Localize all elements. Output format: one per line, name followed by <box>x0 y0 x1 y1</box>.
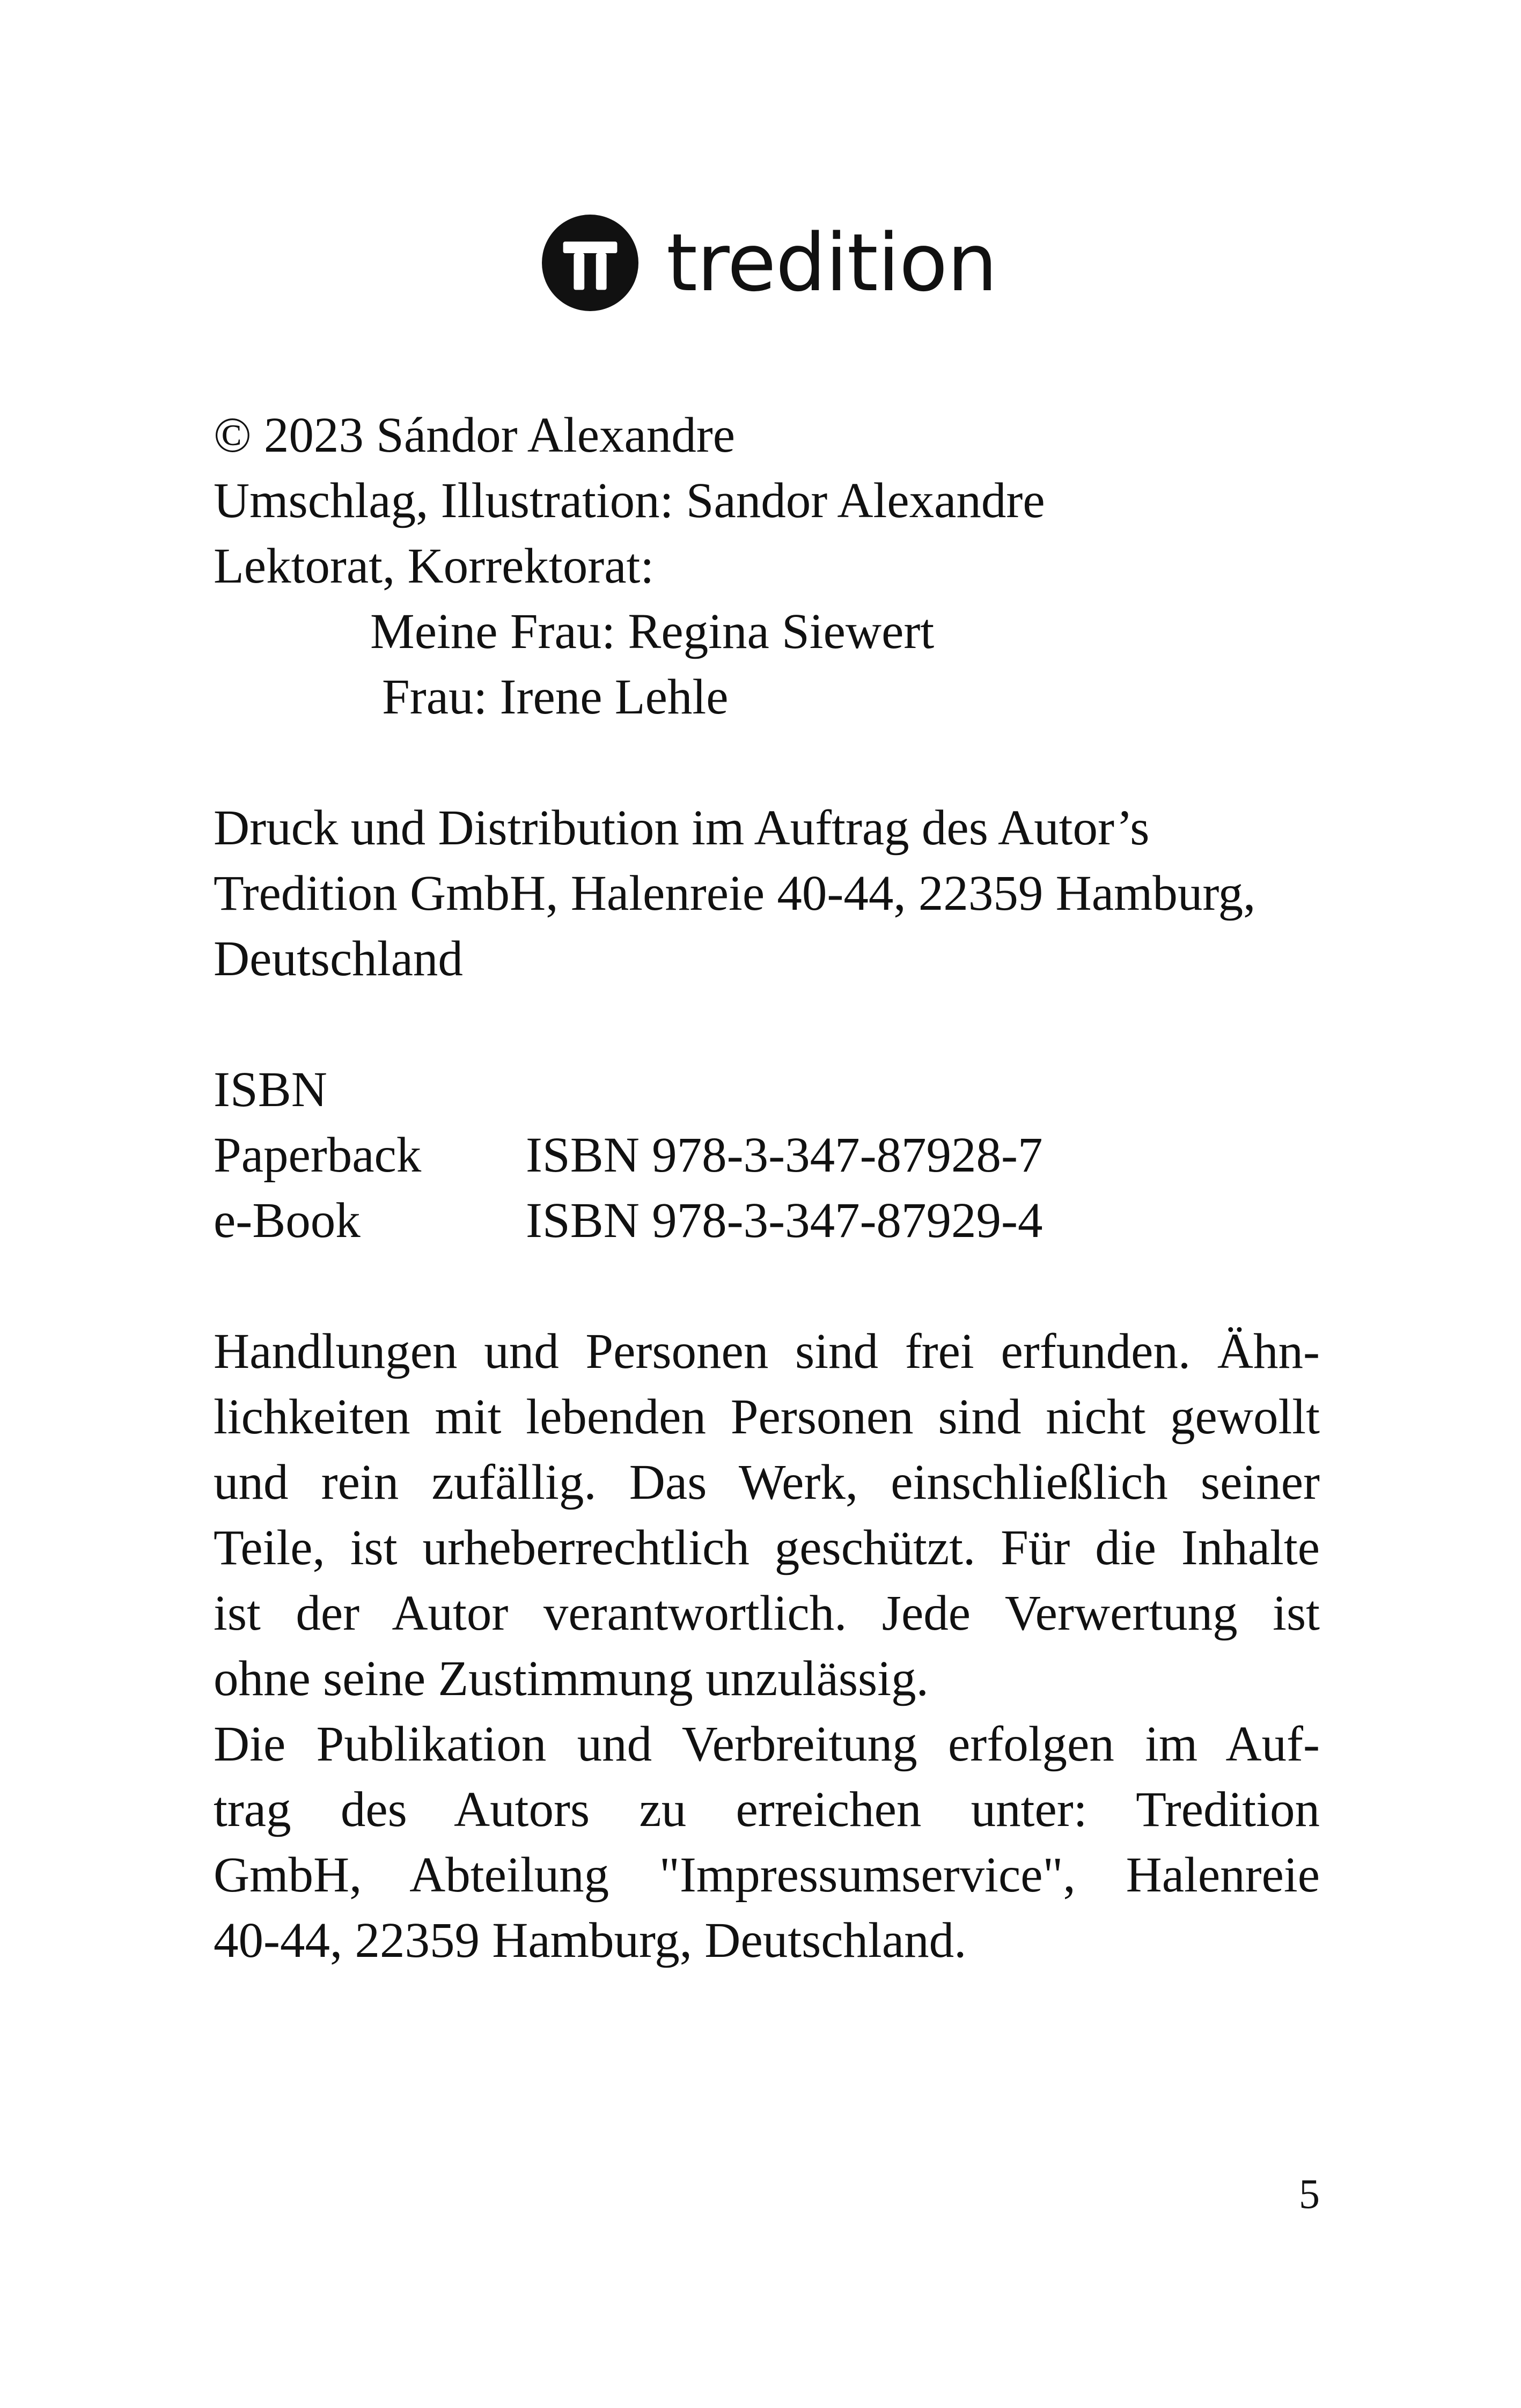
cover-credit-line: Umschlag, Illustration: Sandor Alexandre <box>214 473 1045 528</box>
disclaimer-line: lichkeiten mit lebenden Personen sind nicht gewollt <box>214 1389 1320 1445</box>
disclaimer-line: Teile, ist urheberrechtlich geschützt. Für die Inhalte <box>214 1520 1320 1575</box>
copyright-line: © 2023 Sándor Alexandre <box>214 408 736 463</box>
disclaimer-line: Handlungen und Personen sind frei erfunden. Ähn- <box>214 1324 1320 1379</box>
distribution-line-3: Deutschland <box>214 931 463 986</box>
publication-line: GmbH, Abteilung "Impressumservice", Halenreie <box>214 1847 1320 1903</box>
tredition-t-logo-icon <box>542 215 638 311</box>
isbn-format-paperback: Paperback <box>214 1128 422 1183</box>
publisher-logo <box>542 215 997 311</box>
page-number: 5 <box>1299 2170 1320 2217</box>
logo-wordmark: tredition <box>666 217 997 309</box>
publication-line: Die Publikation und Verbreitung erfolgen im Auf- <box>214 1717 1320 1772</box>
distribution-line-1: Druck und Distribution im Auftrag des Autor’s <box>214 800 1150 856</box>
editor-name-2: Frau: Irene Lehle <box>382 669 729 725</box>
editor-name-1: Meine Frau: Regina Siewert <box>370 604 935 659</box>
isbn-format-ebook: e-Book <box>214 1193 361 1248</box>
disclaimer-paragraph <box>214 1319 1320 1973</box>
disclaimer-line: ist der Autor verantwortlich. Jede Verwertung ist <box>214 1586 1320 1641</box>
editing-label: Lektorat, Korrektorat: <box>214 539 655 594</box>
distribution-line-2: Tredition GmbH, Halenreie 40-44, 22359 Hamburg, <box>214 866 1256 921</box>
disclaimer-line: und rein zufällig. Das Werk, einschließlich seiner <box>214 1455 1320 1510</box>
isbn-heading: ISBN <box>214 1062 327 1117</box>
isbn-number-ebook: ISBN 978-3-347-87929-4 <box>526 1193 1043 1248</box>
publication-line: 40-44, 22359 Hamburg, Deutschland. <box>214 1913 967 1968</box>
publication-line: trag des Autors zu erreichen unter: Tredition <box>214 1782 1320 1837</box>
isbn-number-paperback: ISBN 978-3-347-87928-7 <box>526 1128 1043 1183</box>
disclaimer-line: ohne seine Zustimmung unzulässig. <box>214 1651 929 1706</box>
